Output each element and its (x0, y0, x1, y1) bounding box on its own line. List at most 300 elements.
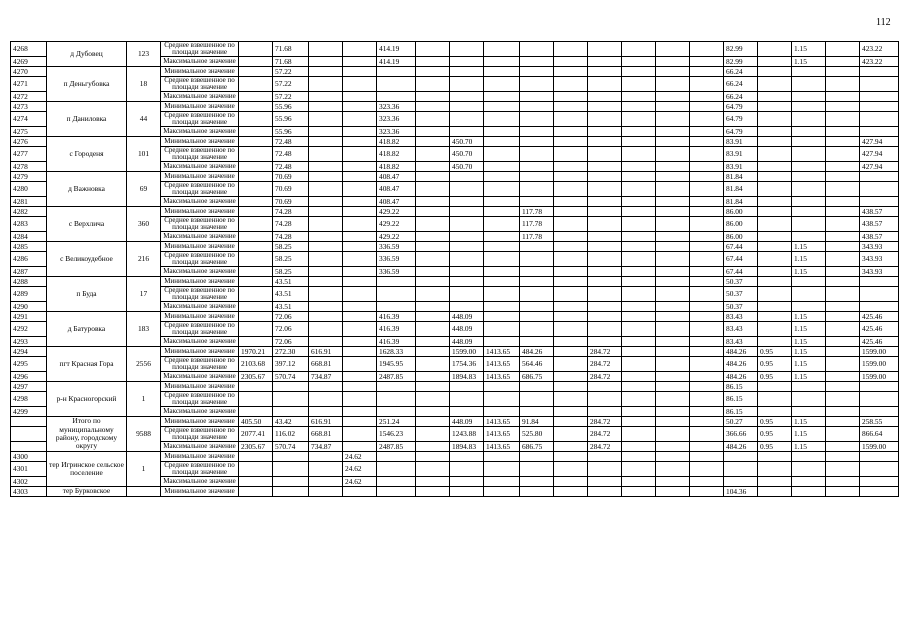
value-cell: 1970.21 (239, 347, 273, 357)
value-cell: 1894.83 (450, 442, 484, 452)
row-id: 4276 (11, 137, 47, 147)
value-cell (239, 392, 273, 407)
value-cell (690, 232, 724, 242)
value-cell (239, 127, 273, 137)
value-cell (588, 302, 622, 312)
value-cell (656, 357, 690, 372)
value-cell (239, 242, 273, 252)
value-cell (520, 382, 554, 392)
value-cell (588, 162, 622, 172)
value-cell (450, 92, 484, 102)
value-cell (377, 462, 416, 477)
value-cell (826, 57, 860, 67)
value-cell (554, 392, 588, 407)
value-cell (826, 267, 860, 277)
value-cell (416, 242, 450, 252)
value-cell: 72.48 (273, 147, 309, 162)
value-cell (309, 207, 343, 217)
location-name: п Даниловка (47, 102, 127, 137)
value-cell (484, 92, 520, 102)
value-cell (450, 112, 484, 127)
value-cell (309, 392, 343, 407)
value-cell (416, 392, 450, 407)
value-cell (622, 287, 656, 302)
value-cell (343, 382, 377, 392)
value-cell (343, 267, 377, 277)
value-cell (622, 407, 656, 417)
value-cell: 0.95 (758, 442, 792, 452)
value-cell (826, 242, 860, 252)
value-cell: 55.96 (273, 127, 309, 137)
value-cell (416, 67, 450, 77)
value-cell (554, 382, 588, 392)
value-cell (416, 232, 450, 242)
value-cell (520, 242, 554, 252)
value-cell (416, 287, 450, 302)
value-cell: 866.64 (860, 427, 899, 442)
value-cell (416, 182, 450, 197)
value-cell (309, 57, 343, 67)
value-cell (690, 452, 724, 462)
value-cell: 24.62 (343, 462, 377, 477)
value-cell: 117.78 (520, 232, 554, 242)
location-name: п Буда (47, 277, 127, 312)
value-cell (826, 277, 860, 287)
value-cell (520, 197, 554, 207)
value-type: Среднее взвешенное по площади значение (161, 217, 239, 232)
value-cell (554, 277, 588, 287)
value-cell (758, 207, 792, 217)
value-cell (309, 277, 343, 287)
value-cell: 1.15 (792, 312, 826, 322)
value-cell: 1.15 (792, 347, 826, 357)
value-cell (588, 207, 622, 217)
value-cell (520, 172, 554, 182)
value-cell (554, 312, 588, 322)
value-cell (622, 172, 656, 182)
value-cell (656, 162, 690, 172)
value-cell: 67.44 (724, 242, 758, 252)
value-cell (656, 267, 690, 277)
value-cell (554, 417, 588, 427)
value-cell (416, 137, 450, 147)
value-cell (484, 182, 520, 197)
value-cell (724, 462, 758, 477)
value-cell: 64.79 (724, 127, 758, 137)
value-cell (622, 337, 656, 347)
value-cell (416, 322, 450, 337)
value-cell (690, 242, 724, 252)
value-cell (239, 77, 273, 92)
value-cell (554, 197, 588, 207)
value-cell (554, 442, 588, 452)
value-cell (656, 172, 690, 182)
value-cell: 686.75 (520, 372, 554, 382)
value-cell (588, 382, 622, 392)
value-cell (588, 232, 622, 242)
value-cell (656, 487, 690, 497)
value-cell (690, 427, 724, 442)
value-cell (377, 392, 416, 407)
value-cell: 1546.23 (377, 427, 416, 442)
row-id (11, 417, 47, 427)
value-cell (588, 147, 622, 162)
value-cell (588, 277, 622, 287)
value-cell (273, 487, 309, 497)
value-cell: 104.36 (724, 487, 758, 497)
value-cell (377, 67, 416, 77)
value-cell (826, 407, 860, 417)
value-cell (416, 427, 450, 442)
value-cell (792, 462, 826, 477)
value-cell (792, 487, 826, 497)
value-cell (343, 337, 377, 347)
value-cell: 1.15 (792, 57, 826, 67)
value-cell (450, 392, 484, 407)
value-type: Среднее взвешенное по площади значение (161, 77, 239, 92)
value-cell (622, 427, 656, 442)
value-cell: 668.81 (309, 427, 343, 442)
value-cell (758, 92, 792, 102)
page-number: 112 (876, 17, 891, 28)
value-cell (690, 372, 724, 382)
value-cell (690, 92, 724, 102)
value-cell (450, 287, 484, 302)
value-cell: 24.62 (343, 477, 377, 487)
value-cell (622, 67, 656, 77)
value-cell (309, 337, 343, 347)
value-cell (520, 407, 554, 417)
value-cell (826, 477, 860, 487)
value-cell (239, 407, 273, 417)
value-cell (826, 287, 860, 302)
value-cell (758, 112, 792, 127)
value-cell: 408.47 (377, 172, 416, 182)
value-cell: 86.15 (724, 407, 758, 417)
location-name: тер Бурковское (47, 487, 127, 497)
value-cell: 323.36 (377, 102, 416, 112)
value-cell (520, 392, 554, 407)
value-cell (690, 57, 724, 67)
value-cell (520, 127, 554, 137)
value-cell (343, 127, 377, 137)
value-cell (520, 302, 554, 312)
value-cell (792, 287, 826, 302)
value-cell (860, 67, 899, 77)
value-cell (450, 302, 484, 312)
value-cell (588, 477, 622, 487)
value-cell: 71.68 (273, 42, 309, 57)
value-cell (450, 197, 484, 207)
value-cell (792, 232, 826, 242)
value-type: Минимальное значение (161, 382, 239, 392)
value-cell (309, 137, 343, 147)
value-cell (239, 277, 273, 287)
value-cell (690, 382, 724, 392)
value-cell (377, 287, 416, 302)
value-cell (826, 172, 860, 182)
value-cell: 484.26 (520, 347, 554, 357)
value-cell (656, 207, 690, 217)
value-cell: 284.72 (588, 442, 622, 452)
row-id: 4287 (11, 267, 47, 277)
table-row (11, 67, 899, 77)
value-cell (758, 477, 792, 487)
value-cell (273, 477, 309, 487)
value-cell (690, 442, 724, 452)
location-name: пгт Красная Гора (47, 347, 127, 382)
value-cell: 438.57 (860, 217, 899, 232)
value-cell: 1413.65 (484, 372, 520, 382)
value-cell: 418.82 (377, 137, 416, 147)
value-cell (343, 172, 377, 182)
value-cell: 525.80 (520, 427, 554, 442)
value-cell (520, 452, 554, 462)
value-cell (273, 462, 309, 477)
value-cell (860, 477, 899, 487)
value-cell (520, 287, 554, 302)
value-cell (416, 77, 450, 92)
value-cell (656, 417, 690, 427)
value-cell: 448.09 (450, 417, 484, 427)
value-cell: 448.09 (450, 312, 484, 322)
value-cell (826, 207, 860, 217)
value-cell (554, 452, 588, 462)
value-type: Максимальное значение (161, 407, 239, 417)
value-cell: 408.47 (377, 182, 416, 197)
value-cell: 1.15 (792, 252, 826, 267)
value-cell (484, 137, 520, 147)
location-name: п Деньгубовка (47, 67, 127, 102)
value-cell: 284.72 (588, 427, 622, 442)
value-cell (690, 147, 724, 162)
value-type: Минимальное значение (161, 417, 239, 427)
value-cell (450, 77, 484, 92)
value-cell (554, 252, 588, 267)
value-cell (588, 392, 622, 407)
value-cell (758, 162, 792, 172)
row-id: 4271 (11, 77, 47, 92)
table-row (11, 347, 899, 357)
table-container (10, 41, 887, 582)
value-cell (239, 487, 273, 497)
value-cell (758, 182, 792, 197)
value-cell (622, 487, 656, 497)
value-cell (520, 42, 554, 57)
value-cell (450, 252, 484, 267)
value-cell (343, 287, 377, 302)
row-id: 4302 (11, 477, 47, 487)
value-cell: 423.22 (860, 57, 899, 67)
value-cell (484, 392, 520, 407)
value-cell: 2077.41 (239, 427, 273, 442)
value-cell (588, 337, 622, 347)
value-cell (343, 357, 377, 372)
value-cell (484, 242, 520, 252)
table-row (11, 102, 899, 112)
value-cell (758, 302, 792, 312)
value-cell: 83.43 (724, 312, 758, 322)
value-cell (690, 277, 724, 287)
value-cell (520, 102, 554, 112)
value-cell (554, 372, 588, 382)
value-cell (309, 197, 343, 207)
value-cell (343, 232, 377, 242)
row-id: 4280 (11, 182, 47, 197)
location-name: р-н Красногорский (47, 382, 127, 417)
value-cell (273, 382, 309, 392)
value-cell (416, 452, 450, 462)
value-cell (520, 322, 554, 337)
value-cell (239, 57, 273, 67)
value-cell (656, 137, 690, 147)
value-cell (484, 102, 520, 112)
value-cell (554, 112, 588, 127)
value-cell (656, 392, 690, 407)
value-cell (860, 92, 899, 102)
value-cell (622, 322, 656, 337)
row-id: 4272 (11, 92, 47, 102)
value-type: Максимальное значение (161, 372, 239, 382)
value-cell: 86.00 (724, 217, 758, 232)
row-id: 4278 (11, 162, 47, 172)
value-cell (309, 67, 343, 77)
value-cell (377, 477, 416, 487)
value-cell (758, 197, 792, 207)
value-cell (309, 287, 343, 302)
value-cell (309, 382, 343, 392)
value-cell (554, 487, 588, 497)
value-cell: 450.70 (450, 137, 484, 147)
location-name: тер Игринское сельское поселение (47, 452, 127, 487)
value-cell: 2305.67 (239, 442, 273, 452)
row-id: 4285 (11, 242, 47, 252)
value-cell: 1413.65 (484, 442, 520, 452)
value-cell (239, 337, 273, 347)
location-name: с Городеня (47, 137, 127, 172)
value-cell (758, 452, 792, 462)
value-cell (792, 67, 826, 77)
value-cell (309, 127, 343, 137)
value-cell: 2487.85 (377, 442, 416, 452)
value-cell (656, 242, 690, 252)
value-cell (622, 452, 656, 462)
value-cell (309, 217, 343, 232)
value-cell (416, 407, 450, 417)
value-cell (416, 197, 450, 207)
value-cell (484, 302, 520, 312)
value-cell: 570.74 (273, 442, 309, 452)
value-cell: 429.22 (377, 207, 416, 217)
row-id: 4284 (11, 232, 47, 242)
value-cell (622, 112, 656, 127)
value-cell (622, 232, 656, 242)
value-cell (588, 462, 622, 477)
value-cell (758, 392, 792, 407)
value-cell: 117.78 (520, 207, 554, 217)
value-cell (416, 127, 450, 137)
value-cell (554, 102, 588, 112)
value-cell (377, 452, 416, 462)
value-cell (860, 462, 899, 477)
value-cell (416, 372, 450, 382)
value-cell: 86.00 (724, 232, 758, 242)
value-cell: 258.55 (860, 417, 899, 427)
value-cell (792, 302, 826, 312)
value-cell (239, 182, 273, 197)
value-cell (239, 452, 273, 462)
value-cell (416, 92, 450, 102)
value-cell: 1.15 (792, 322, 826, 337)
population-count: 216 (127, 242, 161, 277)
value-cell (484, 162, 520, 172)
value-cell (416, 277, 450, 287)
value-cell (656, 452, 690, 462)
value-cell: 1945.95 (377, 357, 416, 372)
value-cell (826, 197, 860, 207)
value-cell (588, 407, 622, 417)
value-cell (343, 57, 377, 67)
value-cell: 734.87 (309, 442, 343, 452)
value-cell (450, 462, 484, 477)
row-id: 4290 (11, 302, 47, 312)
value-cell (622, 267, 656, 277)
value-cell (758, 462, 792, 477)
value-cell (554, 57, 588, 67)
value-cell (860, 302, 899, 312)
value-cell (588, 217, 622, 232)
value-cell (450, 277, 484, 287)
value-cell (690, 127, 724, 137)
value-cell: 66.24 (724, 77, 758, 92)
value-cell (656, 77, 690, 92)
value-type: Минимальное значение (161, 347, 239, 357)
value-type: Минимальное значение (161, 277, 239, 287)
value-cell (826, 112, 860, 127)
value-cell: 1.15 (792, 337, 826, 347)
value-cell (554, 207, 588, 217)
value-cell (860, 102, 899, 112)
value-cell (690, 477, 724, 487)
value-cell (758, 147, 792, 162)
value-cell (239, 477, 273, 487)
value-cell (239, 217, 273, 232)
value-type: Минимальное значение (161, 242, 239, 252)
value-cell (792, 182, 826, 197)
value-cell (416, 302, 450, 312)
value-cell (377, 277, 416, 287)
row-id: 4297 (11, 382, 47, 392)
value-cell: 284.72 (588, 357, 622, 372)
value-cell (273, 407, 309, 417)
value-cell: 366.66 (724, 427, 758, 442)
value-cell (860, 77, 899, 92)
value-type: Среднее взвешенное по площади значение (161, 427, 239, 442)
value-cell (690, 77, 724, 92)
value-cell (826, 392, 860, 407)
value-cell (860, 392, 899, 407)
value-cell (309, 477, 343, 487)
value-cell (239, 302, 273, 312)
value-cell (484, 232, 520, 242)
value-cell (484, 57, 520, 67)
value-cell (377, 302, 416, 312)
value-cell: 0.95 (758, 357, 792, 372)
value-cell (554, 127, 588, 137)
value-cell: 570.74 (273, 372, 309, 382)
row-id: 4274 (11, 112, 47, 127)
value-cell: 91.84 (520, 417, 554, 427)
